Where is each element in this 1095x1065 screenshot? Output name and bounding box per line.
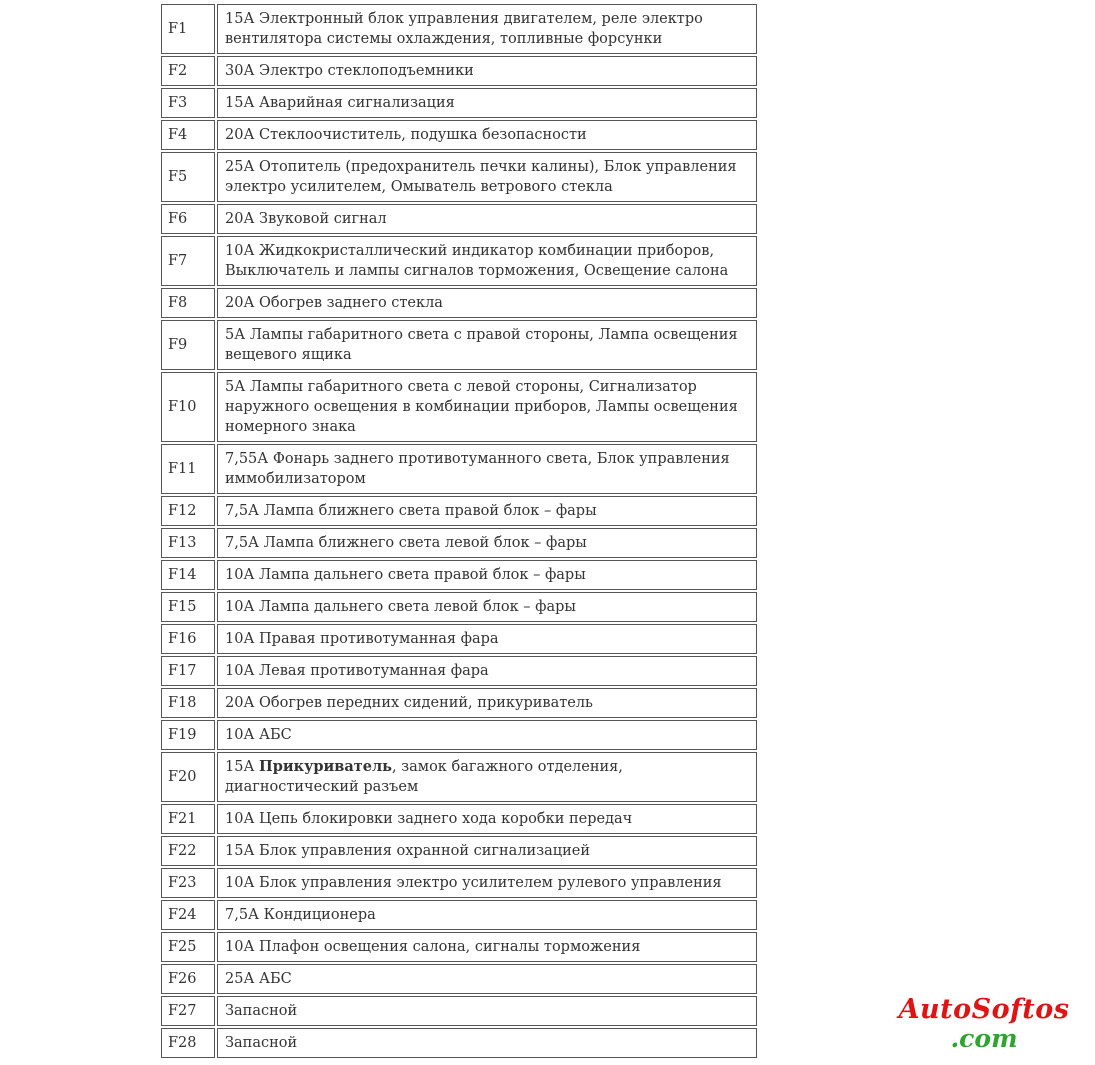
fuse-description: 10А Цепь блокировки заднего хода коробки передач xyxy=(217,804,757,834)
fuse-code: F14 xyxy=(161,560,215,590)
table-row xyxy=(161,152,757,202)
table-row xyxy=(161,288,757,318)
fuse-description: 10А АБС xyxy=(217,720,757,750)
fuse-description: 10А Левая противотуманная фара xyxy=(217,656,757,686)
table-row xyxy=(161,624,757,654)
fuse-code: F17 xyxy=(161,656,215,686)
table-row xyxy=(161,592,757,622)
fuse-description: 30А Электро стеклоподъемники xyxy=(217,56,757,86)
table-row xyxy=(161,528,757,558)
table-row xyxy=(161,752,757,802)
fuse-description: 7,5А Лампа ближнего света левой блок – фары xyxy=(217,528,757,558)
fuse-code: F20 xyxy=(161,752,215,802)
table-row xyxy=(161,88,757,118)
fuse-description: 20А Звуковой сигнал xyxy=(217,204,757,234)
fuse-description: 15А Электронный блок управления двигателем, реле электро вентилятора системы охлаждения, топливные форсунки xyxy=(217,4,757,54)
fuse-code: F10 xyxy=(161,372,215,442)
table-row xyxy=(161,320,757,370)
fuse-description: Запасной xyxy=(217,1028,757,1058)
fuse-description: 7,5А Кондиционера xyxy=(217,900,757,930)
fuse-description: 15А Аварийная сигнализация xyxy=(217,88,757,118)
table-row xyxy=(161,1028,757,1058)
table-row xyxy=(161,656,757,686)
fuse-description: Запасной xyxy=(217,996,757,1026)
fuse-description: 7,5А Лампа ближнего света правой блок – фары xyxy=(217,496,757,526)
table-row xyxy=(161,688,757,718)
fuse-bold-label: Прикуриватель xyxy=(259,758,393,775)
fuse-table xyxy=(159,2,759,1060)
fuse-code: F5 xyxy=(161,152,215,202)
watermark-domain: .com xyxy=(950,1024,1018,1053)
fuse-description: 5А Лампы габаритного света с левой стороны, Сигнализатор наружного освещения в комбинации приборов, Лампы освещения номерного знака xyxy=(217,372,757,442)
fuse-description: 7,55А Фонарь заднего противотуманного света, Блок управления иммобилизатором xyxy=(217,444,757,494)
table-row xyxy=(161,4,757,54)
table-row xyxy=(161,444,757,494)
fuse-description xyxy=(217,752,757,802)
fuse-code: F21 xyxy=(161,804,215,834)
fuse-code: F13 xyxy=(161,528,215,558)
fuse-description: 10А Правая противотуманная фара xyxy=(217,624,757,654)
fuse-code: F9 xyxy=(161,320,215,370)
fuse-description: 10А Жидкокристаллический индикатор комбинации приборов, Выключатель и лампы сигналов торможения, Освещение салона xyxy=(217,236,757,286)
table-row xyxy=(161,496,757,526)
table-row xyxy=(161,56,757,86)
fuse-code: F19 xyxy=(161,720,215,750)
fuse-description: 20А Обогрев передних сидений, прикуриватель xyxy=(217,688,757,718)
fuse-code: F26 xyxy=(161,964,215,994)
fuse-code: F23 xyxy=(161,868,215,898)
table-row xyxy=(161,804,757,834)
fuse-code: F1 xyxy=(161,4,215,54)
fuse-description: 10А Лампа дальнего света левой блок – фары xyxy=(217,592,757,622)
fuse-code: F27 xyxy=(161,996,215,1026)
fuse-description: 10А Лампа дальнего света правой блок – фары xyxy=(217,560,757,590)
fuse-code: F4 xyxy=(161,120,215,150)
fuse-description-rest: , замок багажного отделения, диагностический разъем xyxy=(225,759,623,795)
table-row xyxy=(161,900,757,930)
table-row xyxy=(161,120,757,150)
table-row xyxy=(161,560,757,590)
table-row xyxy=(161,720,757,750)
fuse-description: 25А Отопитель (предохранитель печки калины), Блок управления электро усилителем, Омыватель ветрового стекла xyxy=(217,152,757,202)
fuse-code: F16 xyxy=(161,624,215,654)
fuse-code: F12 xyxy=(161,496,215,526)
fuse-code: F24 xyxy=(161,900,215,930)
table-row xyxy=(161,372,757,442)
table-row xyxy=(161,964,757,994)
fuse-code: F22 xyxy=(161,836,215,866)
fuse-code: F8 xyxy=(161,288,215,318)
fuse-code: F25 xyxy=(161,932,215,962)
fuse-description: 10А Плафон освещения салона, сигналы торможения xyxy=(217,932,757,962)
fuse-code: F2 xyxy=(161,56,215,86)
fuse-code: F11 xyxy=(161,444,215,494)
table-row xyxy=(161,236,757,286)
table-row xyxy=(161,836,757,866)
fuse-code: F15 xyxy=(161,592,215,622)
table-row xyxy=(161,868,757,898)
fuse-description: 20А Обогрев заднего стекла xyxy=(217,288,757,318)
fuse-code: F3 xyxy=(161,88,215,118)
fuse-code: F28 xyxy=(161,1028,215,1058)
table-row xyxy=(161,204,757,234)
table-row xyxy=(161,932,757,962)
fuse-description: 10А Блок управления электро усилителем рулевого управления xyxy=(217,868,757,898)
fuse-description: 20А Стеклоочиститель, подушка безопасности xyxy=(217,120,757,150)
fuse-code: F6 xyxy=(161,204,215,234)
watermark-brand: AutoSoftos xyxy=(898,994,1070,1025)
fuse-description: 5А Лампы габаритного света с правой стороны, Лампа освещения вещевого ящика xyxy=(217,320,757,370)
fuse-code: F18 xyxy=(161,688,215,718)
fuse-code: F7 xyxy=(161,236,215,286)
fuse-description: 15А Блок управления охранной сигнализацией xyxy=(217,836,757,866)
fuse-description: 25А АБС xyxy=(217,964,757,994)
fuse-amperage: 15А xyxy=(225,759,260,775)
watermark-logo xyxy=(884,993,1084,1051)
table-row xyxy=(161,996,757,1026)
